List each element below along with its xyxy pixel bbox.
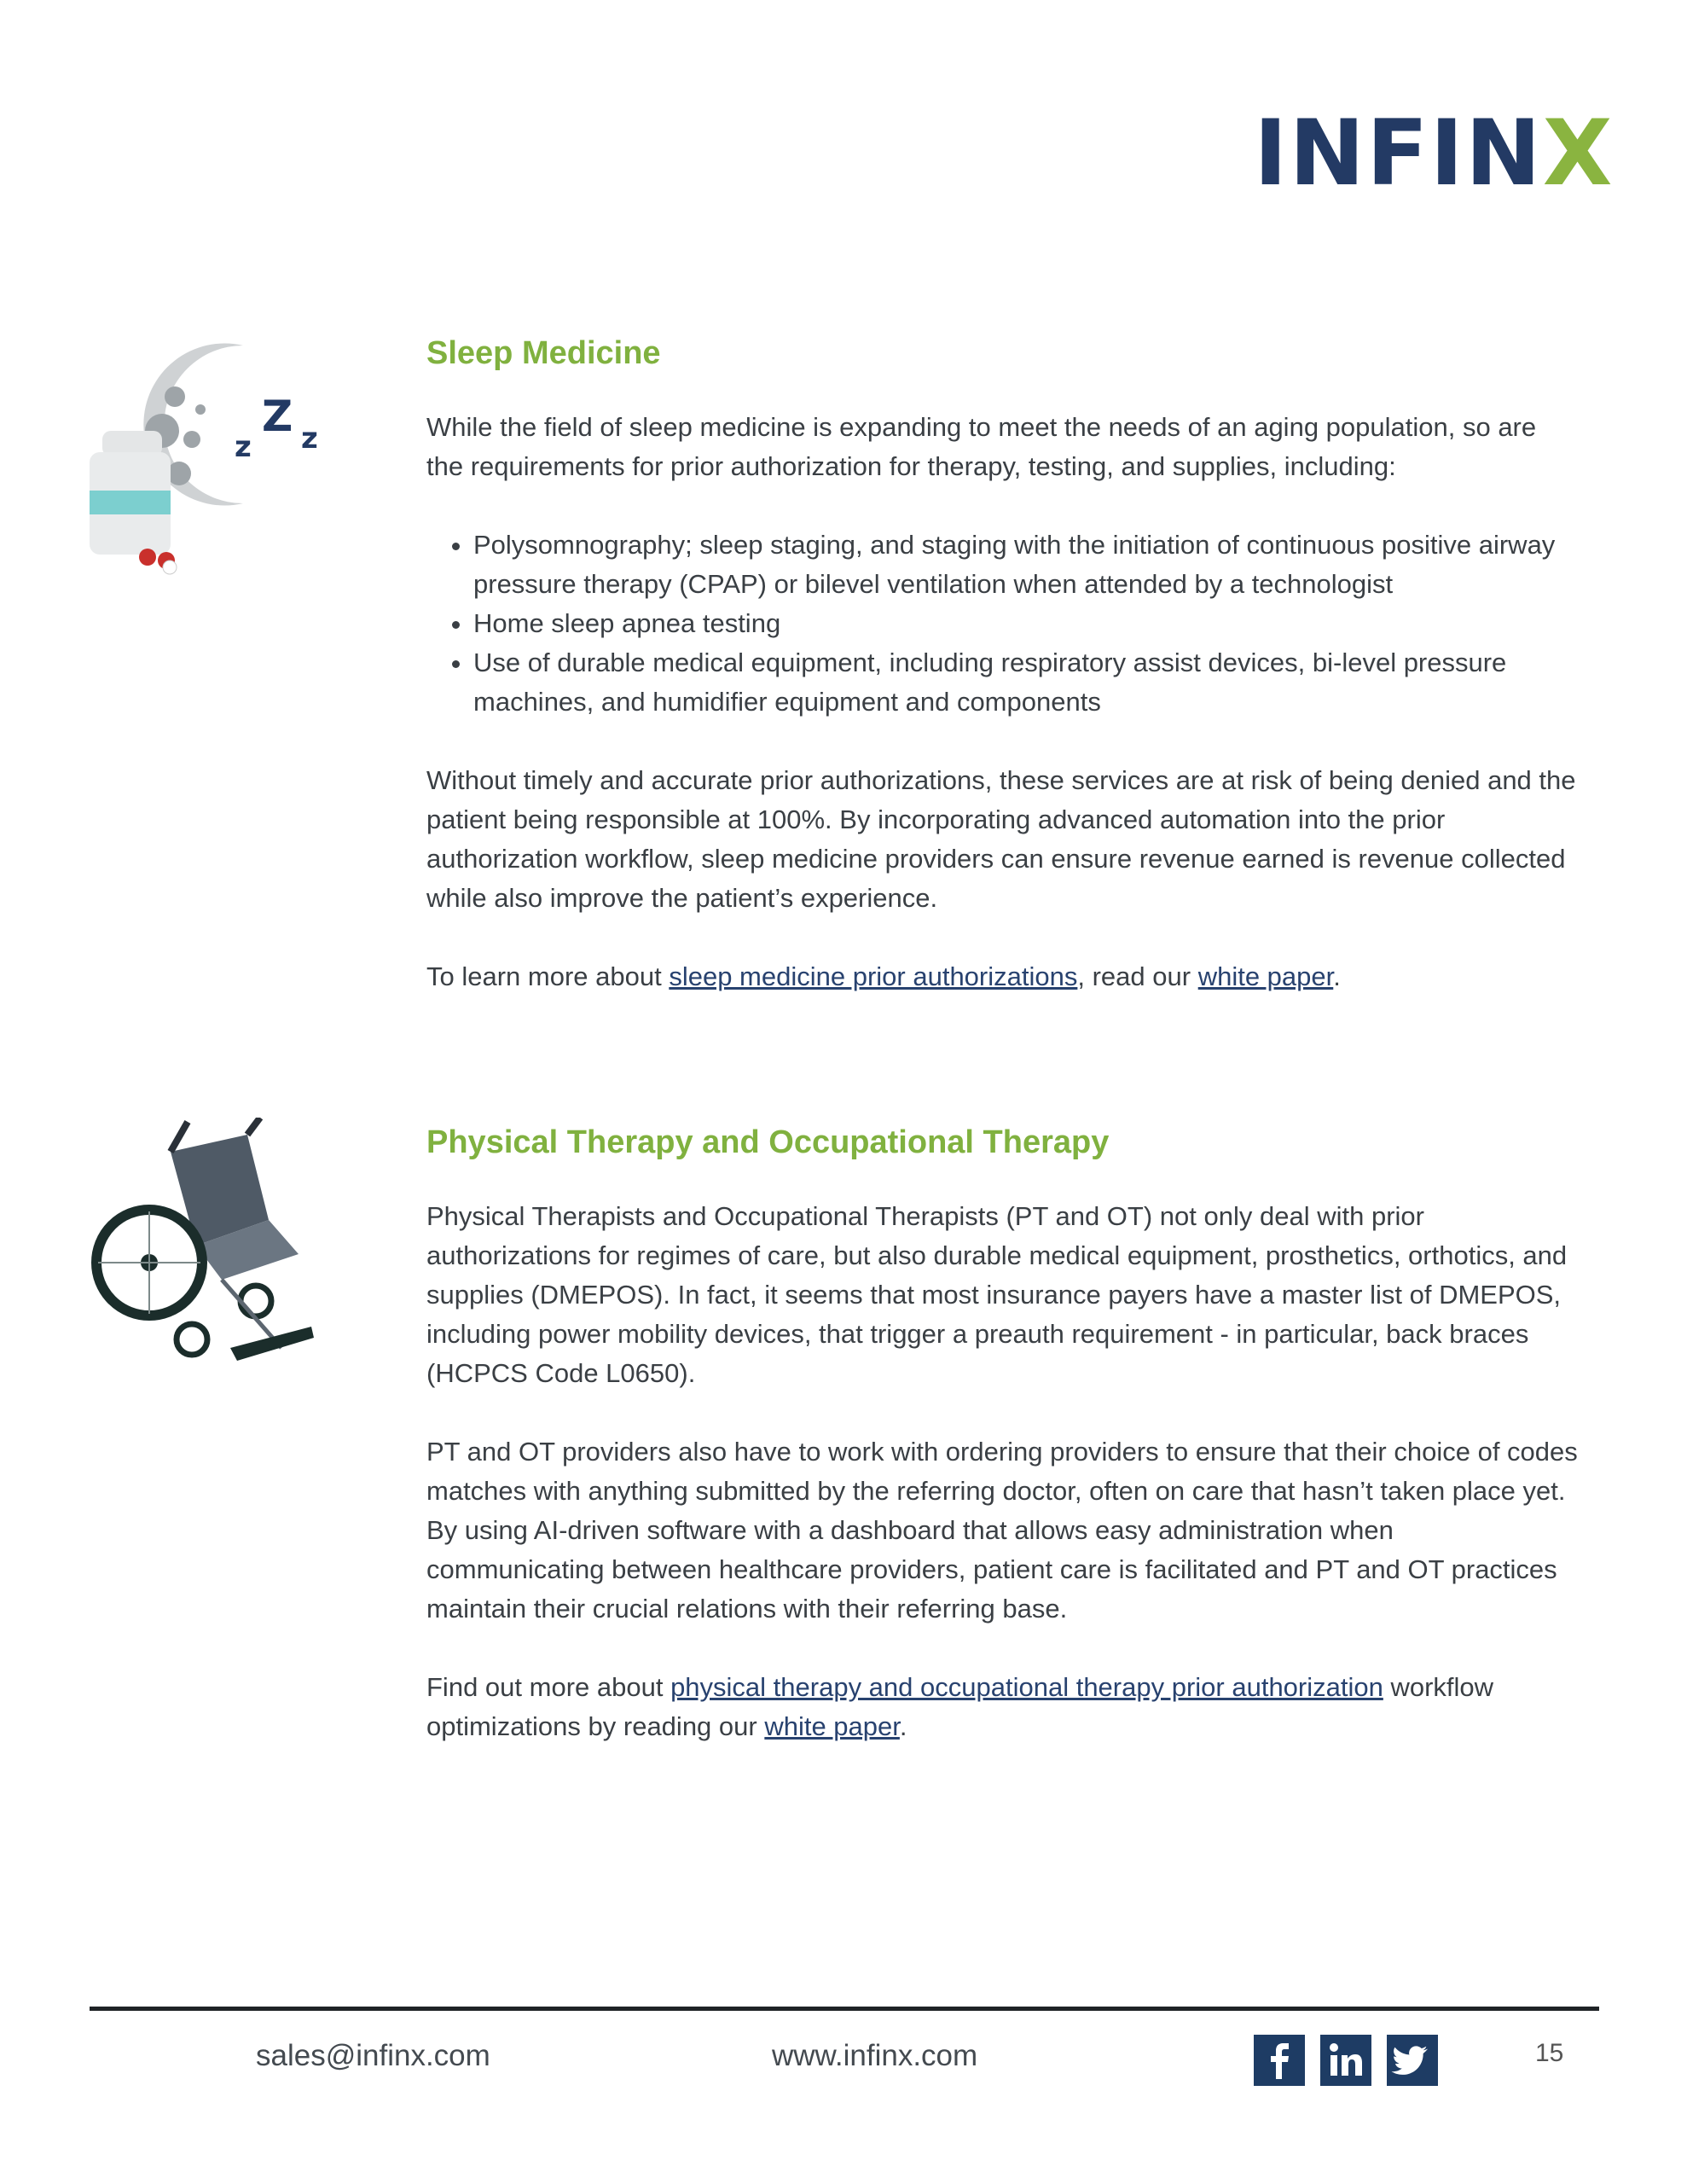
cta-mid: workflow optimizations by reading our [426,1672,1494,1741]
physical-therapy-section [426,1122,1578,1786]
pt-ot-prior-auth-link[interactable]: physical therapy and occupational therapy prior authorization [670,1672,1383,1702]
linkedin-icon[interactable] [1320,2035,1371,2086]
pt-para2: PT and OT providers also have to work with ordering providers to ensure that their choice of codes matches with anything submitted by the referring doctor, often on care that hasn’t taken place yet. By using AI-driven software with a dashboard that allows easy administration when communicating between healthcare providers, patient care is facilitated and PT and OT practices maintain their crucial relations with their referring base. [426,1437,1578,1623]
cta-prefix: To learn more about [426,961,670,991]
logo-accent: X [1542,101,1615,206]
cta-end: . [899,1711,907,1741]
sleep-medicine-section [426,333,1578,1036]
sleep-cta [426,957,1578,996]
footer-email[interactable]: sales@infinx.com [256,2039,490,2072]
page-number: 15 [1535,2039,1564,2067]
white-paper-link[interactable]: white paper [764,1711,900,1741]
facebook-icon[interactable] [1254,2035,1305,2086]
sleep-prior-auth-link[interactable]: sleep medicine prior authorizations [669,961,1078,991]
pt-heading: Physical Therapy and Occupational Therapy [426,1124,1110,1160]
sleep-bullets [426,526,1578,722]
cta-end: . [1333,961,1341,991]
cta-prefix: Find out more about [426,1672,671,1702]
list-item: • Home sleep apnea testing [473,604,1578,643]
svg-text:z: z [301,421,318,456]
sleep-intro: While the field of sleep medicine is expanding to meet the needs of an aging population, so are the requirements for prior authorization for therapy, testing, and supplies, including: [426,412,1537,481]
footer-divider [90,2007,1599,2011]
sleep-body: Without timely and accurate prior authorizations, these services are at risk of being denied and the patient being responsible at 100%. By incorporating advanced automation into the prior authorization workflow, sleep medicine providers can ensure revenue earned is revenue collected while also improve the patient’s experience. [426,765,1576,913]
list-item: • Polysomnography; sleep staging, and staging with the initiation of continuous positive airway pressure therapy (CPAP) or bilevel ventilation when attended by a technologist [473,526,1578,604]
list-item: • Use of durable medical equipment, including respiratory assist devices, bi-level pressure machines, and humidifier equipment and components [473,643,1578,722]
svg-text:Z: Z [262,392,293,441]
wheelchair-icon [85,1118,320,1382]
infinx-logo [1254,101,1615,206]
twitter-icon[interactable] [1387,2035,1438,2086]
svg-text:z: z [235,430,252,464]
pt-para1: Physical Therapists and Occupational Therapists (PT and OT) not only deal with prior authorizations for regimes of care, but also durable medical equipment, prosthetics, orthotics, and supplies (DMEPOS). In fact, it seems that most insurance payers have a master list of DMEPOS, including power mobility devices, that trigger a preauth requirement - in particular, back braces (HCPCS Code L0650). [426,1201,1568,1388]
footer-website[interactable]: www.infinx.com [772,2039,978,2072]
white-paper-link[interactable]: white paper [1197,961,1334,991]
pt-cta [426,1668,1578,1746]
sleep-moon-icon [81,337,337,584]
cta-mid: , read our [1077,961,1198,991]
sleep-heading: Sleep Medicine [426,335,661,371]
logo-main: INFIN [1254,101,1543,206]
